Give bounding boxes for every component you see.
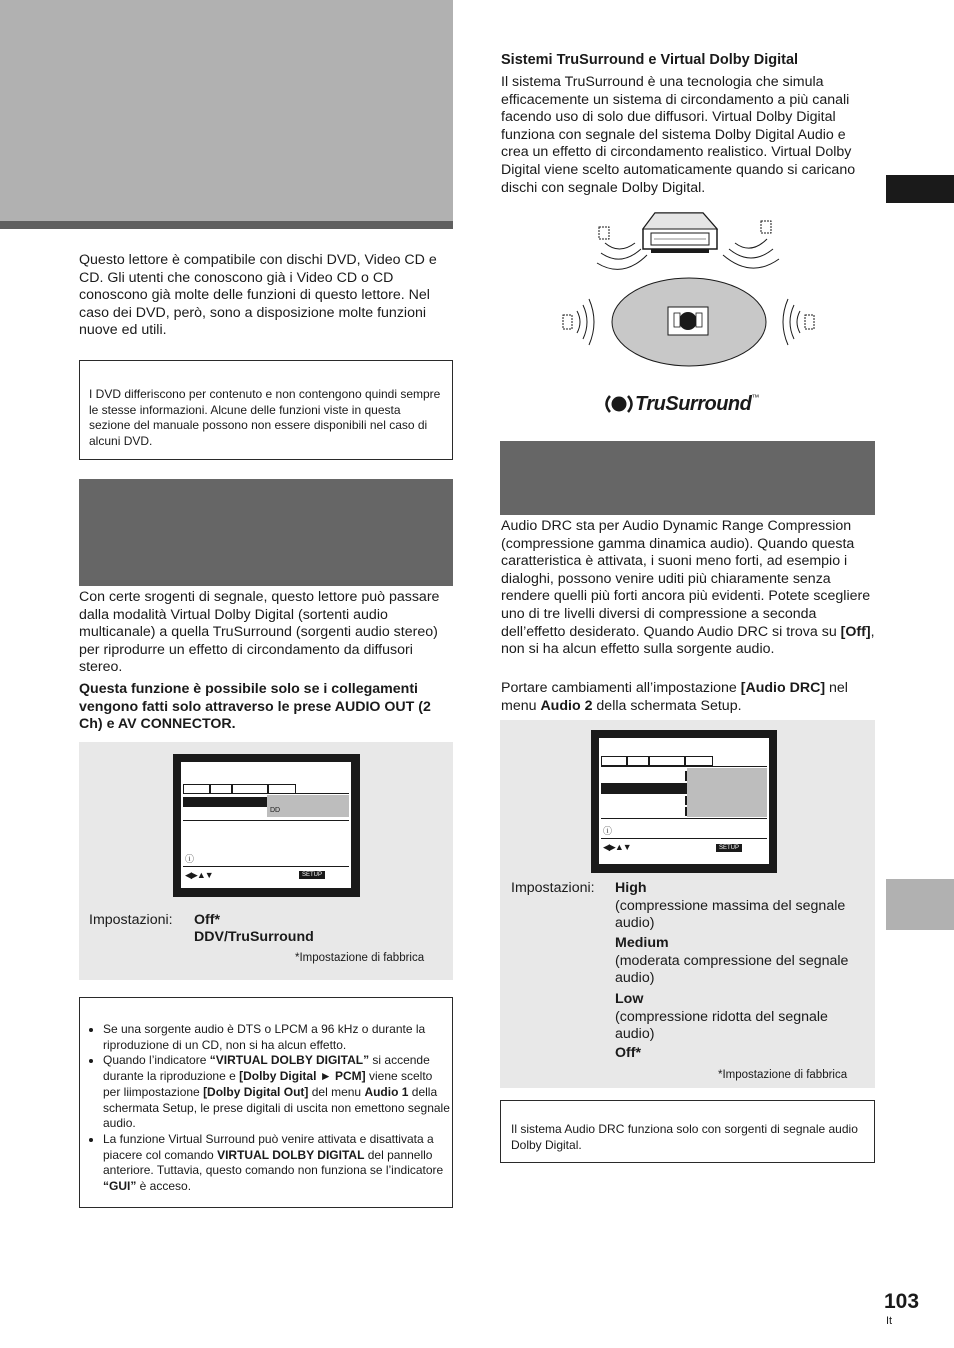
setup-button-icon: SETUP — [716, 844, 742, 852]
info-icon: ⓘ — [185, 854, 195, 864]
virtual-right-surround-icon — [783, 299, 814, 345]
setting-low: Low (compressione ridotta del segnale audio) — [615, 991, 828, 1043]
osd-screen-right — [591, 730, 777, 873]
trusurround-logo-text: TruSurround — [635, 392, 752, 415]
setting-off: Off* — [615, 1045, 642, 1061]
osd-screen-left — [173, 754, 360, 897]
setting-high: High (compressione massima del segnale audio) — [615, 880, 846, 932]
note-bullet: • Quando l’indicatore “VIRTUAL DOLBY DIGITAL” si accende durante la riproduzione e [Dolby Digital ► PCM] viene scelto per liimpostazione [Dolby Digital Out] del menu Audio 1 della schermata Setup, le prese digitali di uscita non emettono segnale audio. — [103, 1053, 453, 1132]
front-right-speaker-icon — [723, 221, 779, 268]
connection-warning: Questa funzione è possibile solo se i collegamenti vengono fatti solo attraverso le prese AUDIO OUT (2 Ch) e AV CONNECTOR. — [79, 681, 431, 733]
osd-tab — [601, 756, 627, 766]
factory-default-note-right: *Impostazione di fabbrica — [718, 1069, 848, 1081]
language-code: It — [886, 1315, 893, 1327]
section-heading-box-right — [500, 441, 875, 515]
settings-label-left: Impostazioni: — [89, 912, 173, 928]
trusurround-logo — [601, 391, 759, 417]
note-bullet: • Se una sorgente audio è DTS o LPCM a 96 kHz o durante la riproduzione di un CD, non si ha alcun effetto. — [103, 1022, 453, 1053]
note-text-dvd: I DVD differiscono per contenuto e non contengono quindi sempre le stesse informazioni. Alcune delle funzioni viste in questa sezione del manuale possono non essere disponibili nel caso di alcuni DVD. — [89, 387, 441, 449]
listener-icon — [668, 307, 708, 335]
trusurround-paragraph: Il sistema TruSurround è una tecnologia che simula efficacemente un sistema di circondamento a più canali facendo uso di solo due diffusori. Virtual Dolby Digital funziona con segnale del sistema Dolby Digital Audio e crea un effetto di circondamento realistico. Virtual Dolby Digital viene scelto automaticamente quando si caricano dischi con segnale Dolby Digital. — [501, 74, 856, 196]
section-heading-trusurround: Sistemi TruSurround e Virtual Dolby Digital — [501, 52, 799, 68]
navigation-arrows-icon: ◀▶▲▼ — [185, 870, 213, 880]
front-left-speaker-icon — [597, 227, 647, 269]
setting-dd-v-trusurround: DDV/TruSurround — [194, 929, 314, 945]
intro-paragraph: Questo lettore è compatibile con dischi DVD, Video CD e CD. Gli utenti che conoscono già i Video CD o CD conoscono già molte delle funzioni di questo lettore. Nel caso dei DVD, però, sono a disposizione molte funzioni nuove ed utili. — [79, 252, 437, 339]
osd-tab — [627, 756, 649, 766]
factory-default-note-left: *Impostazione di fabbrica — [295, 952, 425, 964]
note-text-audio-drc: Il sistema Audio DRC funziona solo con sorgenti di segnale audio Dolby Digital. — [511, 1122, 858, 1152]
trademark-symbol: ™ — [751, 393, 760, 402]
dolby-dd-icon: DD — [270, 807, 281, 814]
chapter-tab-gray — [886, 879, 954, 930]
osd-selected-row — [183, 797, 265, 807]
setting-off: Off* — [194, 912, 221, 928]
settings-label-right: Impostazioni: — [511, 880, 595, 896]
osd-tab — [649, 756, 685, 766]
navigation-arrows-icon: ◀▶▲▼ — [603, 842, 631, 852]
setup-button-icon: SETUP — [299, 871, 325, 879]
tv-icon — [643, 213, 717, 253]
audio-drc-paragraph: Audio DRC sta per Audio Dynamic Range Compression (compressione gamma dinamica audio). Quando questa caratteristica è attivata, i suoni meno forti, ad esempio i dialoghi, possono venire uditi più chiaramente senza rendere quelli più forti ancora più evidenti. Potete scegliere uno di tre livelli diversi di compressione a seconda dell’effetto desiderato. Quando Audio DRC si trova su [Off], non si ha alcun effetto sulla sorgente audio. — [501, 518, 875, 658]
osd-selected-row — [601, 783, 685, 794]
virtual-surround-settings-panel — [79, 742, 453, 980]
header-gray-block — [0, 0, 453, 221]
osd-tab — [685, 756, 713, 766]
osd-option-area — [687, 768, 767, 817]
section-heading-box-left — [79, 479, 453, 586]
virtual-left-surround-icon — [563, 299, 594, 345]
header-divider-bar — [0, 221, 453, 229]
trusurround-diagram — [555, 205, 825, 370]
chapter-tab-black — [886, 175, 954, 203]
virtual-surround-paragraph: Con certe srogenti di segnale, questo lettore può passare dalla modalità Virtual Dolby Digital (sortenti audio multicanale) a quella TruSurround (sorgenti audio stereo) per riprodurre un effetto di circondamento da diffusori stereo. — [79, 589, 440, 676]
srs-logo-icon — [601, 393, 635, 415]
note-box-dvd — [79, 360, 453, 460]
audio-drc-menu-instruction: Portare cambiamenti all’impostazione [Audio DRC] nel menu Audio 2 della schermata Setup. — [501, 680, 848, 714]
note-box-audio-drc — [500, 1100, 875, 1163]
note-bullet: • La funzione Virtual Surround può venire attivata e disattivata a piacere col comando VIRTUAL DOLBY DIGITAL del pannello anteriore. Tuttavia, questo comando non funziona se l’indicatore “GUI” è acceso. — [103, 1132, 453, 1195]
page-number: 103 — [884, 1290, 920, 1313]
audio-drc-settings-panel — [500, 720, 875, 1088]
note-box-virtual-surround — [79, 997, 453, 1208]
setting-medium: Medium (moderata compressione del segnale audio) — [615, 935, 849, 987]
info-icon: ⓘ — [603, 826, 613, 836]
